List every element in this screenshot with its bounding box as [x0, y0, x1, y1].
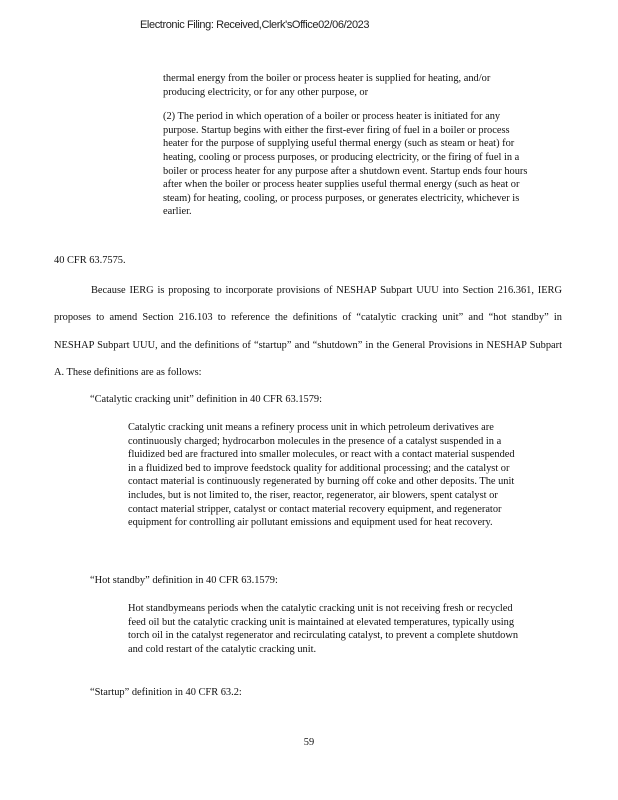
- definition-heading-startup: “Startup” definition in 40 CFR 63.2:: [90, 687, 242, 698]
- quote-paragraph: (2) The period in which operation of a boiler or process heater is initiated for any purpose. Startup begins with either the first-ever firing of fuel in a boiler or process heater for the purpose of supplying useful thermal energy (such as steam or heat) for heating, cooling or process purposes, or producing electricity, or the firing of fuel in a boiler or process heater for any purpose after a shutdown event. Startup ends four hours after when the boiler or process heater supplies useful thermal energy (such as heat or steam) for heating, cooling, or process purposes, or generates electricity, whichever is earlier.: [163, 111, 528, 218]
- body-text: [54, 277, 562, 386]
- definition-heading-hot-standby: “Hot standby” definition in 40 CFR 63.1579:: [90, 575, 278, 586]
- block-quote-startup-definition: [163, 72, 533, 230]
- page-number: 59: [303, 737, 315, 748]
- filing-stamp-header: Electronic Filing: Received,Clerk'sOffice02/06/2023: [140, 19, 370, 31]
- block-quote-catalytic-definition: Catalytic cracking unit means a refinery process unit in which petroleum derivatives are continuously charged; hydrocarbon molecules in the presence of a catalyst suspended in a fluidized bed are fractured into smaller molecules, or react with a contact material suspended in a fluidized bed to improve feedstock quality for additional processing; and the catalyst or contact material is continuously regenerated by burning off coke and other deposits. The unit includes, but is not limited to, the riser, reactor, regenerator, air blowers, spent catalyst or contact material stripper, catalyst or contact material recovery equipment, and regenerator equipment for controlling air pollutant emissions and equipment used for heat recovery.: [128, 422, 515, 529]
- quote-paragraph: thermal energy from the boiler or process heater is supplied for heating, and/or producing electricity, or for any other purpose, or: [163, 73, 491, 98]
- block-quote-hot-standby-definition: Hot standbymeans periods when the catalytic cracking unit is not receiving fresh or recycled feed oil but the catalytic cracking unit is maintained at elevated temperatures, typically using torch oil in the catalyst regenerator and recirculating catalyst, to prevent a complete shutdown and cold restart of the catalytic cracking unit.: [128, 603, 519, 655]
- body-paragraph: Because IERG is proposing to incorporate provisions of NESHAP Subpart UUU into Section 216.361, IERG proposes to amend Section 216.103 to reference the definitions of “catalytic cracking unit” and “hot standby” in NESHAP Subpart UUU, and the definitions of “startup” and “shutdown” in the General Provisions in NESHAP Subpart A. These definitions are as follows:: [54, 285, 562, 378]
- citation: 40 CFR 63.7575.: [54, 255, 126, 266]
- definition-heading-catalytic: “Catalytic cracking unit” definition in 40 CFR 63.1579:: [90, 394, 323, 405]
